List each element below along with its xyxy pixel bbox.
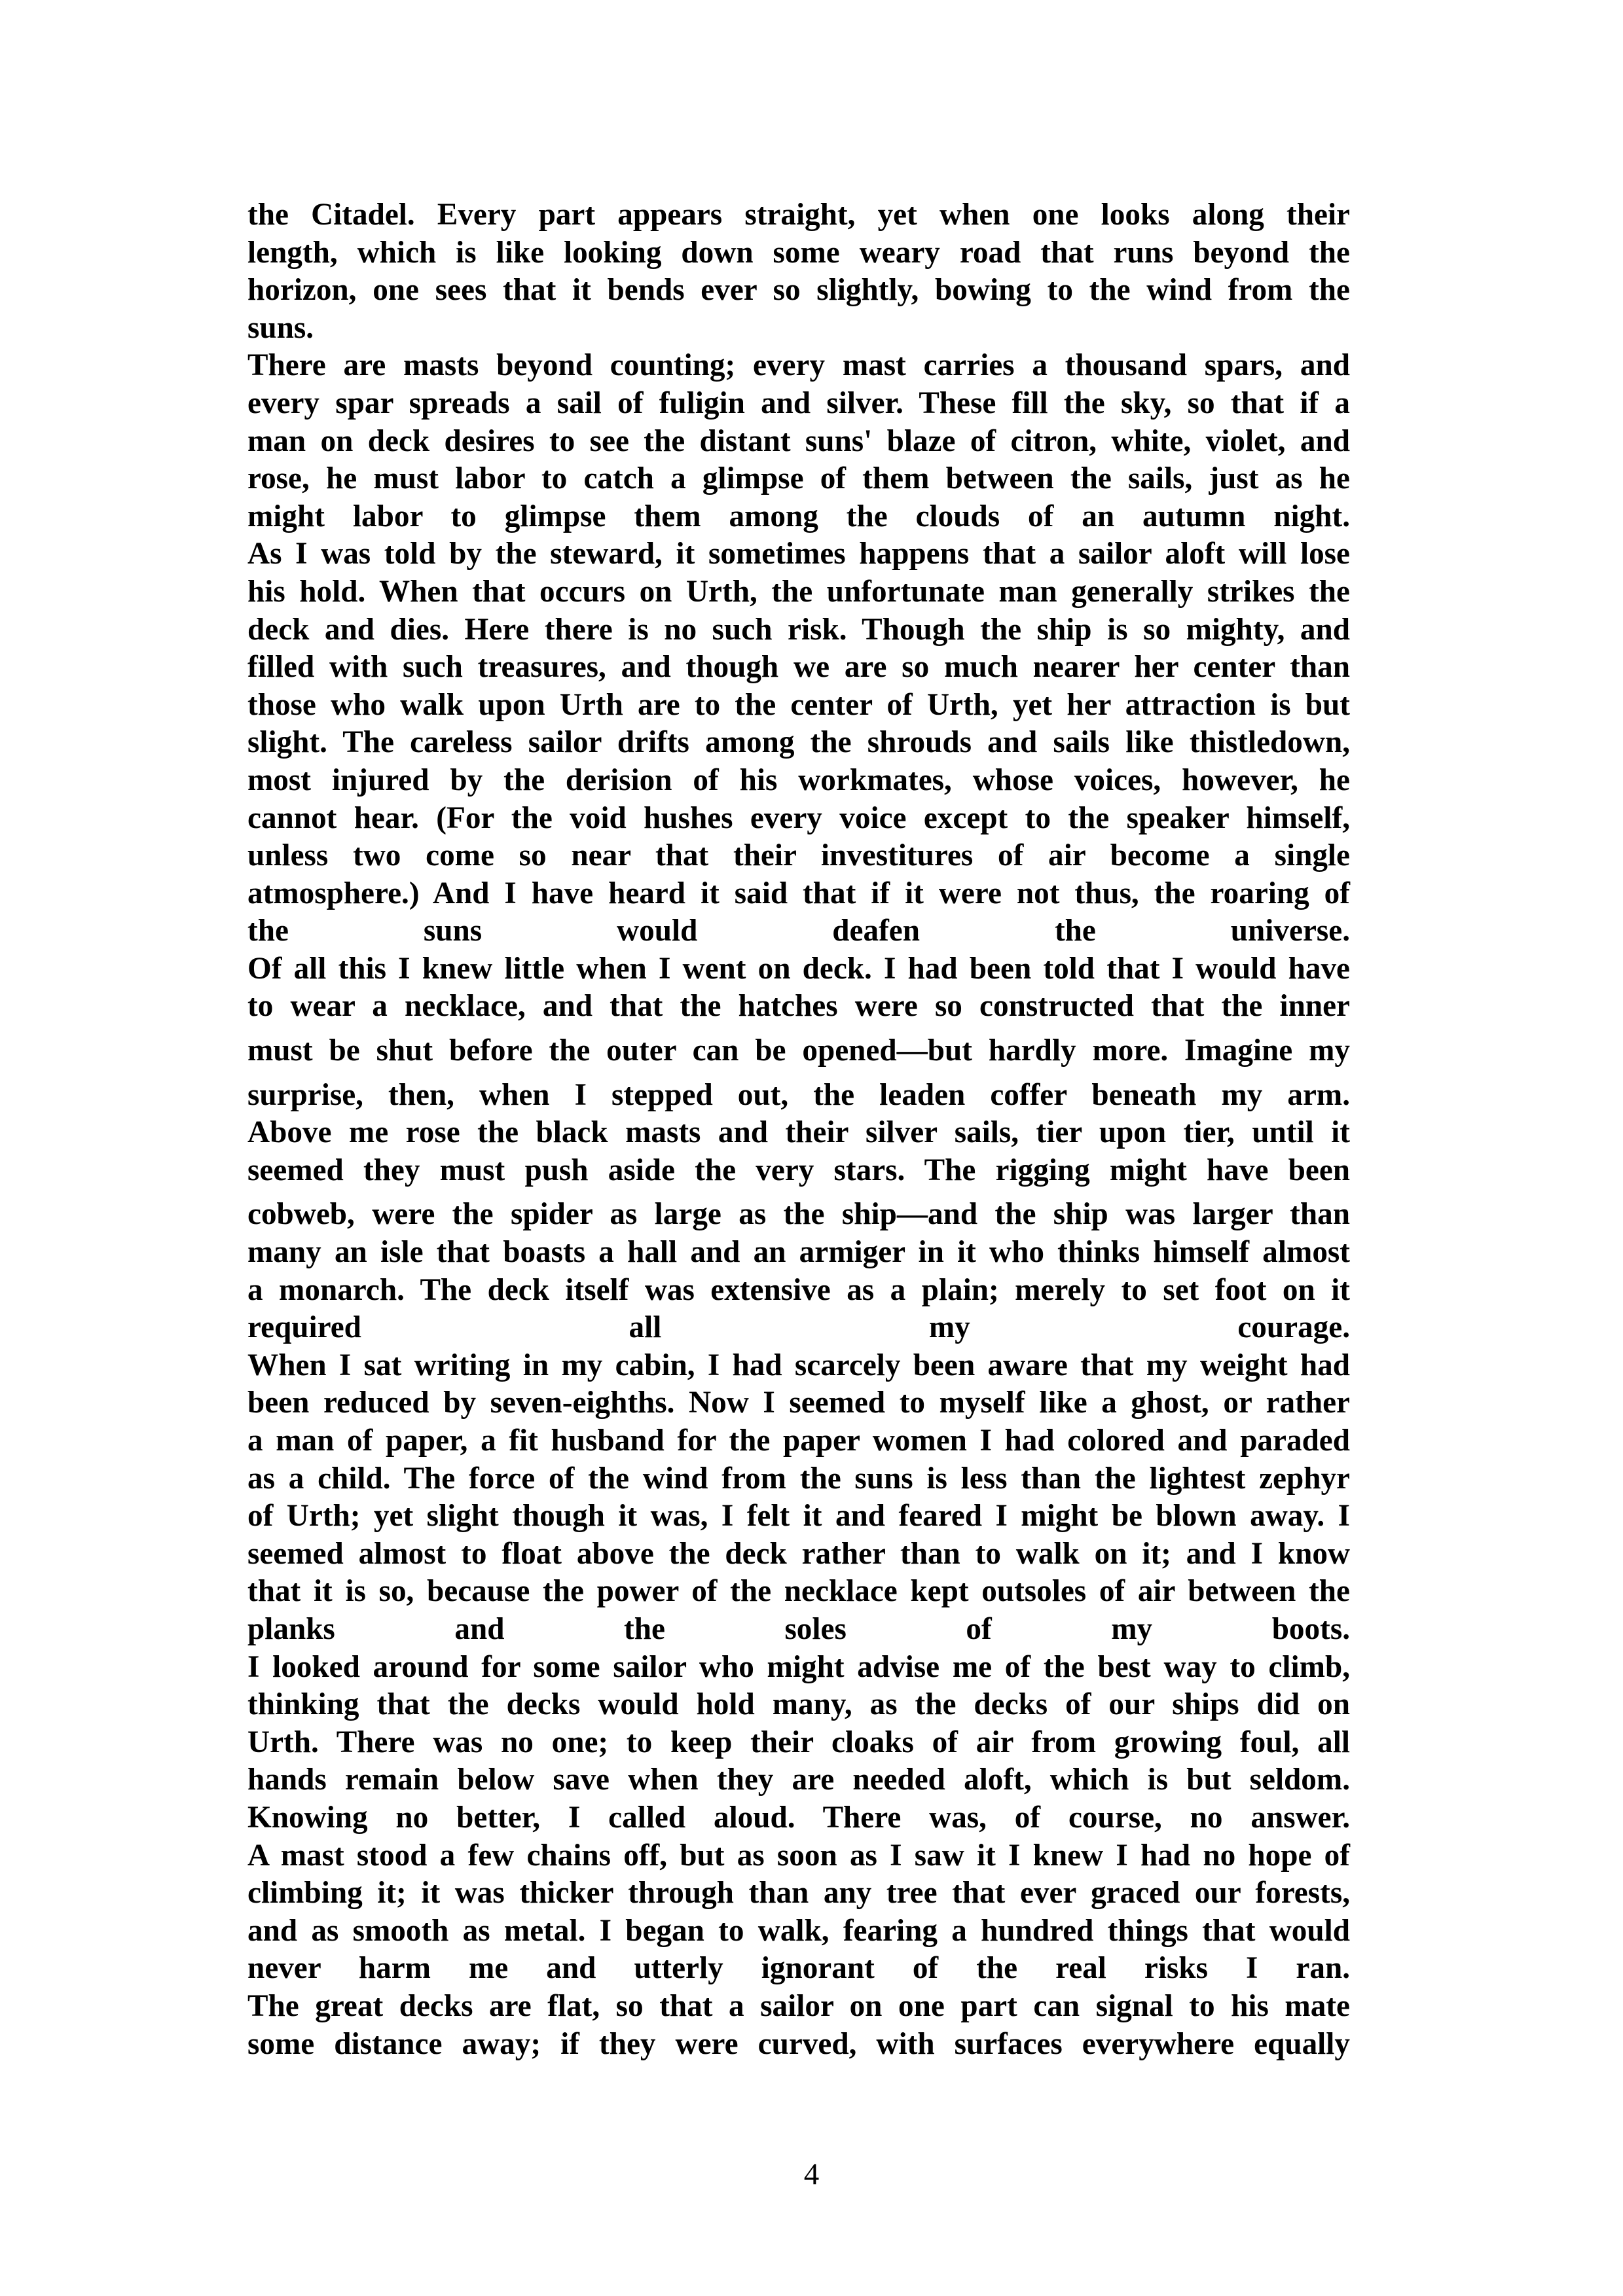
text-line: planks and the soles of my boots. — [247, 1611, 1350, 1646]
page-number: 4 — [803, 2157, 820, 2191]
text-line: the Citadel. Every part appears straight, yet when one looks along their — [247, 198, 1350, 232]
text-line: Knowing no better, I called aloud. There was, of course, no answer. — [247, 1800, 1350, 1835]
text-line: cobweb, were the spider as large as the ship—and the ship was larger than — [247, 1197, 1350, 1232]
text-line: many an isle that boasts a hall and an armiger in it who thinks himself almost — [247, 1235, 1350, 1270]
text-line: slight. The careless sailor drifts among the shrouds and sails like thistledown, — [247, 725, 1350, 760]
text-line: some distance away; if they were curved, with surfaces everywhere equally — [247, 2026, 1350, 2061]
text-line: length, which is like looking down some weary road that runs beyond the — [247, 235, 1350, 270]
text-line: most injured by the derision of his workmates, whose voices, however, he — [247, 762, 1350, 797]
text-line: been reduced by seven-eighths. Now I seemed to myself like a ghost, or rather — [247, 1386, 1350, 1420]
text-line: deck and dies. Here there is no such risk. Though the ship is so mighty, and — [247, 612, 1350, 647]
text-line: A mast stood a few chains off, but as soon as I saw it I knew I had no hope of — [247, 1838, 1350, 1873]
text-line: The great decks are flat, so that a sailor on one part can signal to his mate — [247, 1988, 1350, 2023]
text-line: his hold. When that occurs on Urth, the unfortunate man generally strikes the — [247, 574, 1350, 609]
text-line: might labor to glimpse them among the clouds of an autumn night. — [247, 499, 1350, 533]
text-line: seemed almost to float above the deck rather than to walk on it; and I know — [247, 1536, 1350, 1571]
text-line: hands remain below save when they are needed aloft, which is but seldom. — [247, 1763, 1350, 1797]
text-line: cannot hear. (For the void hushes every voice except to the speaker himself, — [247, 800, 1350, 835]
text-line: a man of paper, a fit husband for the paper women I had colored and paraded — [247, 1424, 1350, 1458]
text-line: Above me rose the black masts and their silver sails, tier upon tier, until it — [247, 1115, 1350, 1150]
text-line: When I sat writing in my cabin, I had scarcely been aware that my weight had — [247, 1348, 1350, 1382]
text-line: Of all this I knew little when I went on deck. I had been told that I would have — [247, 951, 1350, 986]
text-line: must be shut before the outer can be opened—but hardly more. Imagine my — [247, 1033, 1350, 1068]
text-line: I looked around for some sailor who might advise me of the best way to climb, — [247, 1649, 1350, 1684]
text-line: man on deck desires to see the distant suns' blaze of citron, white, violet, and — [247, 423, 1350, 458]
text-line: required all my courage. — [247, 1310, 1350, 1345]
text-line: suns. — [247, 310, 314, 345]
text-line: those who walk upon Urth are to the center of Urth, yet her attraction is but — [247, 687, 1350, 722]
text-line: filled with such treasures, and though we are so much nearer her center than — [247, 650, 1350, 685]
text-line: every spar spreads a sail of fuligin and silver. These fill the sky, so that if a — [247, 386, 1350, 420]
text-line: thinking that the decks would hold many, as the decks of our ships did on — [247, 1687, 1350, 1722]
text-line: Urth. There was no one; to keep their cloaks of air from growing foul, all — [247, 1725, 1350, 1759]
body-text — [247, 196, 1350, 2063]
text-line: seemed they must push aside the very stars. The rigging might have been — [247, 1153, 1350, 1187]
text-line: of Urth; yet slight though it was, I felt it and feared I might be blown away. I — [247, 1499, 1350, 1534]
text-line: that it is so, because the power of the necklace kept outsoles of air between the — [247, 1574, 1350, 1609]
text-line: rose, he must labor to catch a glimpse of them between the sails, just as he — [247, 461, 1350, 496]
text-line: as a child. The force of the wind from the suns is less than the lightest zephyr — [247, 1461, 1350, 1496]
text-line: horizon, one sees that it bends ever so slightly, bowing to the wind from the — [247, 273, 1350, 308]
text-line: a monarch. The deck itself was extensive as a plain; merely to set foot on it — [247, 1272, 1350, 1307]
text-line: climbing it; it was thicker through than any tree that ever graced our forests, — [247, 1876, 1350, 1910]
text-line: never harm me and utterly ignorant of the real risks I ran. — [247, 1951, 1350, 1986]
text-line: surprise, then, when I stepped out, the leaden coffer beneath my arm. — [247, 1077, 1350, 1112]
text-line: the suns would deafen the universe. — [247, 914, 1350, 948]
text-line: atmosphere.) And I have heard it said that if it were not thus, the roaring of — [247, 876, 1350, 910]
text-line: As I was told by the steward, it sometimes happens that a sailor aloft will lose — [247, 537, 1350, 571]
text-line: unless two come so near that their investitures of air become a single — [247, 838, 1350, 873]
text-line: There are masts beyond counting; every mast carries a thousand spars, and — [247, 348, 1350, 383]
text-line: to wear a necklace, and that the hatches were so constructed that the inner — [247, 989, 1350, 1024]
text-line: and as smooth as metal. I began to walk, fearing a hundred things that would — [247, 1913, 1350, 1948]
